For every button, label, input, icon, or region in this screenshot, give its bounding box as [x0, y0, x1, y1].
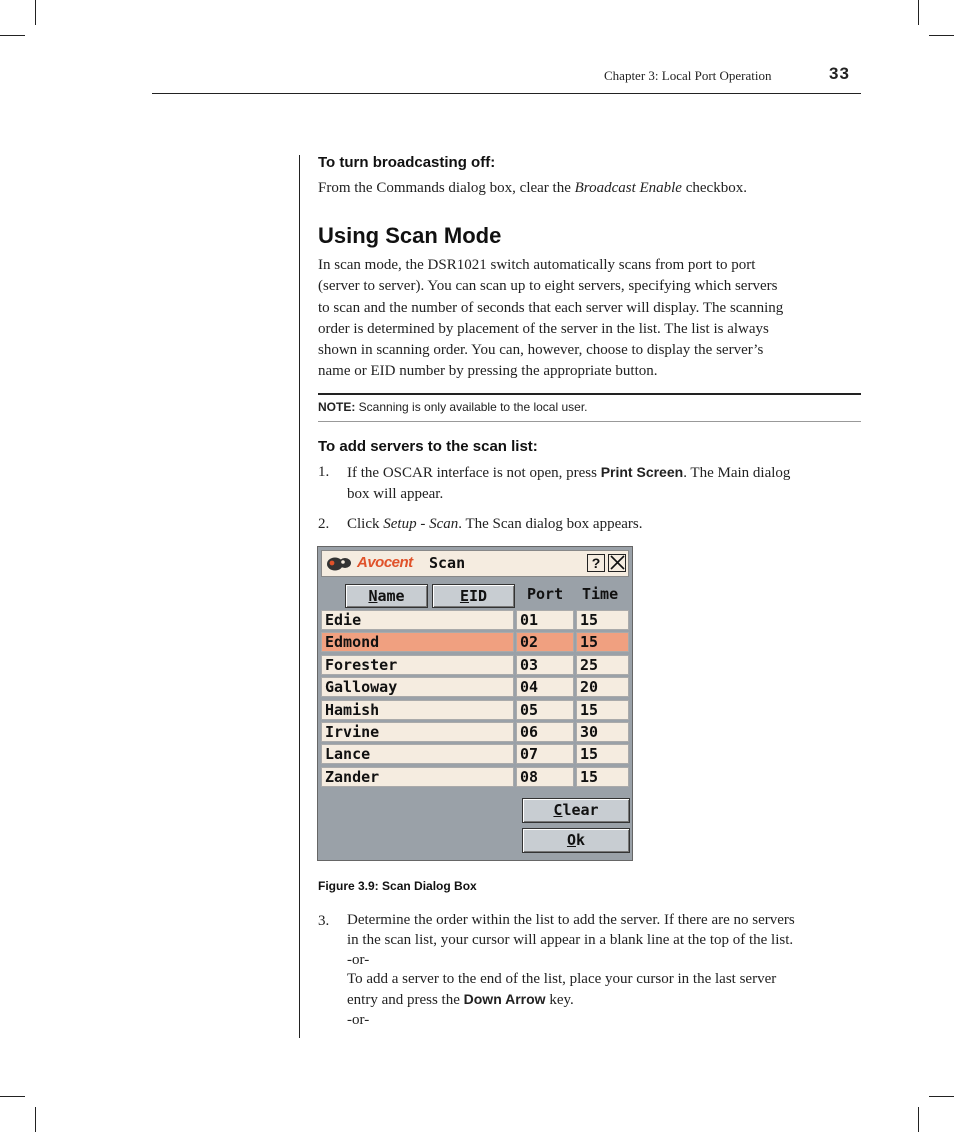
key-name: Print Screen — [600, 464, 684, 480]
server-name-cell[interactable]: Galloway — [321, 677, 514, 697]
close-button[interactable] — [608, 554, 626, 572]
mnemonic: E — [459, 587, 469, 605]
server-port-cell[interactable]: 03 — [516, 655, 574, 675]
step-2 — [347, 514, 643, 535]
column-header-port: Port — [527, 585, 564, 603]
server-port-cell[interactable]: 06 — [516, 722, 574, 742]
avocent-logo-icon — [326, 555, 352, 572]
button-label: ID — [468, 587, 488, 605]
server-list — [321, 610, 629, 790]
server-time-cell[interactable]: 15 — [576, 700, 629, 720]
step-text: . The Scan dialog box appears. — [458, 516, 643, 532]
crop-mark — [929, 35, 954, 36]
mnemonic: O — [566, 831, 576, 849]
step-line — [347, 462, 790, 484]
dialog-title: Scan — [429, 554, 466, 572]
step-line — [347, 990, 795, 1011]
server-port-cell[interactable]: 07 — [516, 744, 574, 764]
server-time-cell[interactable]: 20 — [576, 677, 629, 697]
note-rule-bottom — [318, 421, 861, 422]
name-button[interactable] — [345, 584, 428, 608]
note-rule-top — [318, 393, 861, 395]
step-text: . The Main dialog — [683, 465, 791, 481]
crop-mark — [0, 1096, 25, 1097]
section-title: Using Scan Mode — [318, 223, 502, 248]
step-1 — [347, 462, 790, 506]
paragraph-line: shown in scanning order. You can, however, choose to display the server’s — [318, 342, 764, 359]
server-name-cell[interactable]: Lance — [321, 744, 514, 764]
add-servers-heading: To add servers to the scan list: — [318, 438, 538, 455]
step-text: key. — [545, 992, 574, 1009]
paragraph-line: name or EID number by pressing the appropriate button. — [318, 363, 658, 380]
broadcast-heading: To turn broadcasting off: — [318, 154, 496, 171]
server-time-cell[interactable]: 15 — [576, 632, 629, 652]
step-text: If the OSCAR interface is not open, press — [347, 465, 601, 481]
column-header-time: Time — [582, 585, 619, 603]
key-name: Down Arrow — [463, 991, 546, 1008]
eid-button[interactable] — [432, 584, 515, 608]
note-text: Scanning is only available to the local user. — [355, 400, 588, 414]
step-number: 3. — [318, 913, 330, 929]
or-separator: -or- — [347, 951, 370, 968]
step-3 — [347, 911, 795, 1031]
broadcast-paragraph — [318, 178, 747, 199]
note-label: NOTE: — [318, 400, 356, 414]
server-port-cell[interactable]: 04 — [516, 677, 574, 697]
server-port-cell[interactable]: 02 — [516, 632, 574, 652]
server-time-cell[interactable]: 15 — [576, 767, 629, 787]
server-name-cell[interactable]: Edmond — [321, 632, 514, 652]
figure-caption: Figure 3.9: Scan Dialog Box — [318, 879, 477, 893]
dialog-titlebar — [321, 550, 629, 577]
margin-rule — [299, 155, 300, 1038]
server-time-cell[interactable]: 30 — [576, 722, 629, 742]
header-rule — [152, 93, 861, 94]
server-name-cell[interactable]: Forester — [321, 655, 514, 675]
mnemonic: C — [553, 801, 563, 819]
server-port-cell[interactable]: 05 — [516, 700, 574, 720]
or-separator: -or- — [347, 1011, 370, 1028]
note — [318, 400, 588, 414]
server-name-cell[interactable]: Zander — [321, 767, 514, 787]
button-label: k — [576, 831, 586, 849]
broadcast-emphasis: Broadcast Enable — [574, 180, 682, 196]
step-line: box will appear. — [347, 486, 444, 503]
clear-button[interactable] — [522, 798, 630, 823]
step-text: entry and press the — [347, 992, 464, 1009]
page-number: 33 — [829, 64, 850, 83]
step-line: To add a server to the end of the list, place your cursor in the last server — [347, 971, 777, 988]
paragraph-line: (server to server). You can scan up to eight servers, specifying which servers — [318, 278, 778, 295]
server-name-cell[interactable]: Edie — [321, 610, 514, 630]
server-time-cell[interactable]: 15 — [576, 744, 629, 764]
crop-mark — [918, 0, 919, 25]
server-time-cell[interactable]: 15 — [576, 610, 629, 630]
step-line: Determine the order within the list to add the server. If there are no servers — [347, 912, 795, 928]
broadcast-text: From the Commands dialog box, clear the — [318, 180, 575, 196]
crop-mark — [35, 1107, 36, 1132]
step-number: 1. — [318, 464, 330, 480]
paragraph-line: In scan mode, the DSR1021 switch automatically scans from port to port — [318, 257, 756, 273]
help-button[interactable]: ? — [587, 554, 605, 572]
menu-path: Setup - Scan — [383, 516, 459, 532]
crop-mark — [918, 1107, 919, 1132]
paragraph-line: to scan and the number of seconds that each server will display. The scanning — [318, 299, 784, 316]
close-icon — [610, 555, 625, 570]
paragraph-line: order is determined by placement of the server in the list. The list is always — [318, 320, 769, 337]
broadcast-text-end: checkbox. — [681, 180, 747, 196]
mnemonic: N — [368, 587, 378, 605]
step-number: 2. — [318, 516, 330, 532]
crop-mark — [929, 1096, 954, 1097]
running-header: Chapter 3: Local Port Operation — [604, 68, 772, 83]
server-port-cell[interactable]: 08 — [516, 767, 574, 787]
server-time-cell[interactable]: 25 — [576, 655, 629, 675]
scan-dialog — [317, 546, 633, 861]
server-name-cell[interactable]: Irvine — [321, 722, 514, 742]
brand-name: Avocent — [357, 554, 413, 571]
scan-paragraph — [318, 255, 783, 383]
crop-mark — [0, 35, 25, 36]
crop-mark — [35, 0, 36, 25]
ok-button[interactable] — [522, 828, 630, 853]
server-port-cell[interactable]: 01 — [516, 610, 574, 630]
server-name-cell[interactable]: Hamish — [321, 700, 514, 720]
step-text: Click — [347, 516, 384, 532]
button-label: lear — [562, 801, 599, 819]
button-label: ame — [377, 587, 405, 605]
step-line: in the scan list, your cursor will appear in a blank line at the top of the list. — [347, 931, 794, 948]
